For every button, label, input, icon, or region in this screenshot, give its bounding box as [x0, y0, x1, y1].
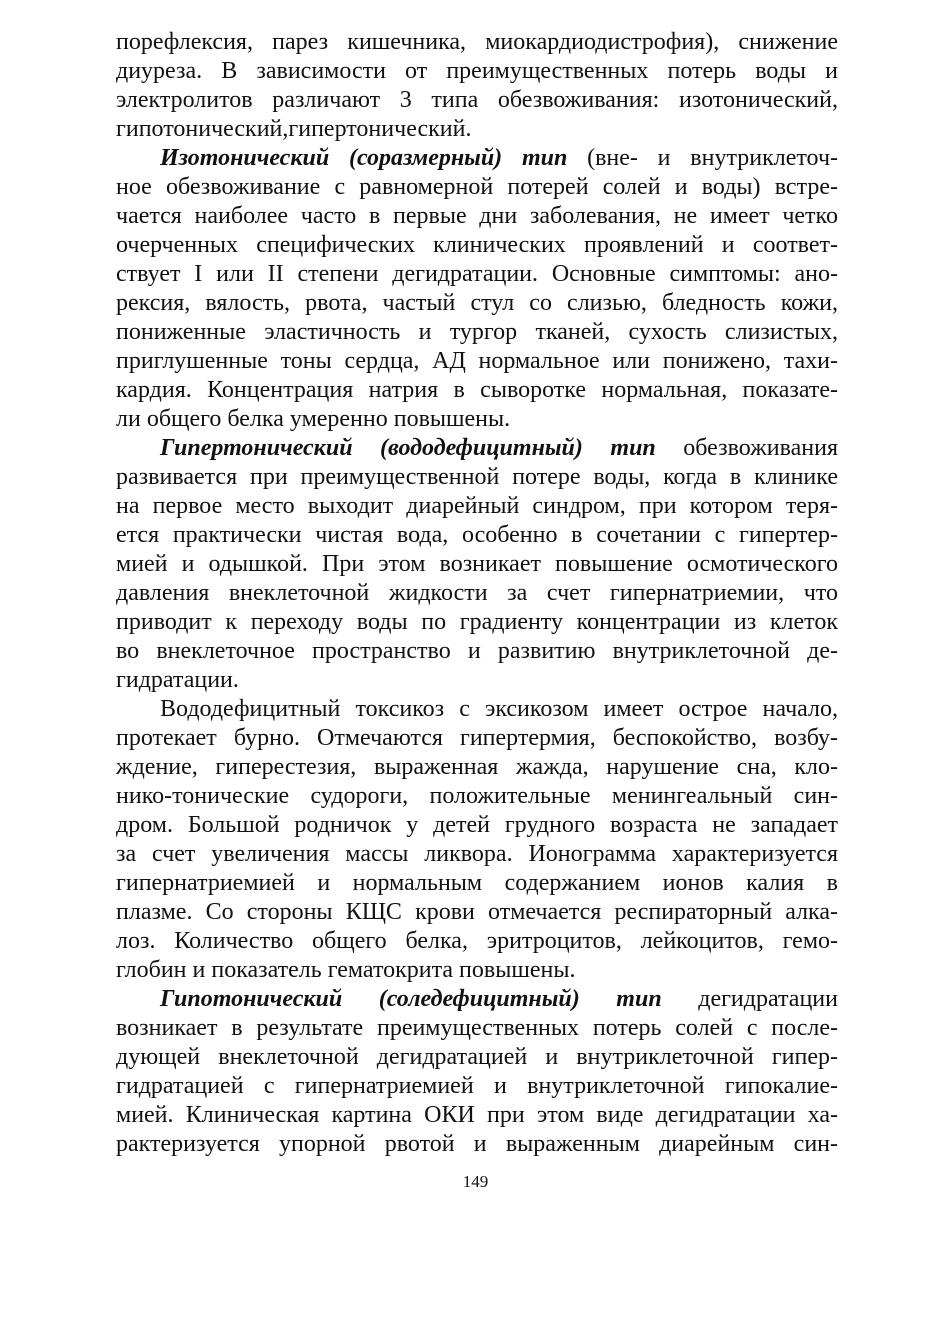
text-line: очерченных специфических клинических проявлений и соответ-: [116, 232, 838, 258]
text-line: Гипотонический (соледефицитный) тип дегидратации: [160, 986, 838, 1012]
text-line: возникает в результате преимущественных потерь солей с после-: [116, 1015, 838, 1041]
text-line: кардия. Концентрация натрия в сыворотке нормальная, показате-: [116, 377, 838, 403]
text-line: глобин и показатель гематокрита повышены.: [116, 957, 576, 983]
text-line: нико-тонические судороги, положительные менингеальный син-: [116, 783, 838, 809]
text-line: за счет увеличения массы ликвора. Ионограмма характеризуется: [116, 841, 838, 867]
section-heading-hypertonic: Гипертонический (вододефицитный) тип: [160, 435, 656, 461]
text-line: рактеризуется упорной рвотой и выраженным диарейным син-: [116, 1131, 838, 1157]
text-line: Вододефицитный токсикоз с эксикозом имеет острое начало,: [160, 696, 838, 722]
paragraph-isotonic: [116, 144, 838, 434]
text-line: Гипертонический (вододефицитный) тип обезвоживания: [160, 435, 838, 461]
text-line: протекает бурно. Отмечаются гипертермия, беспокойство, возбу-: [116, 725, 838, 751]
page-body: [116, 28, 838, 1159]
text-line: ствует I или II степени дегидратации. Основные симптомы: ано-: [116, 261, 838, 287]
text-line: электролитов различают 3 типа обезвоживания: изотонический,: [116, 87, 838, 113]
text-line: пониженные эластичность и тургор тканей, сухость слизистых,: [116, 319, 838, 345]
text-line: мией. Клиническая картина ОКИ при этом виде дегидратации ха-: [116, 1102, 838, 1128]
text-line: диуреза. В зависимости от преимущественных потерь воды и: [116, 58, 838, 84]
paragraph-water-deficit-toxicosis: [116, 695, 838, 985]
section-heading-isotonic: Изотонический (соразмерный) тип: [160, 145, 568, 171]
paragraph-hypotonic: [116, 985, 838, 1159]
text-line: гидратации.: [116, 667, 239, 693]
text-line: развивается при преимущественной потере воды, когда в клинике: [116, 464, 838, 490]
text-line: во внеклеточное пространство и развитию внутриклеточной де-: [116, 638, 838, 664]
text-line: Изотонический (соразмерный) тип (вне- и внутриклеточ-: [160, 145, 839, 171]
text-line: ждение, гиперестезия, выраженная жажда, нарушение сна, кло-: [116, 754, 838, 780]
text-line: гипернатриемией и нормальным содержанием ионов калия в: [116, 870, 838, 896]
paragraph-hypertonic: [116, 434, 838, 695]
text-line: дром. Большой родничок у детей грудного возраста не западает: [116, 812, 838, 838]
text-line: гипотонический,гипертонический.: [116, 116, 472, 142]
text-line: ли общего белка умеренно повышены.: [116, 406, 511, 432]
section-heading-hypotonic: Гипотонический (соледефицитный) тип: [160, 986, 662, 1012]
text-line: давления внеклеточной жидкости за счет гипернатриемии, что: [116, 580, 838, 606]
text-line: ется практически чистая вода, особенно в сочетании с гипертер-: [116, 522, 838, 548]
text-line: рексия, вялость, рвота, частый стул со слизью, бледность кожи,: [116, 290, 838, 316]
text-line: приводит к переходу воды по градиенту концентрации из клеток: [116, 609, 838, 635]
text-line: на первое место выходит диарейный синдром, при котором теря-: [116, 493, 838, 519]
text-line: приглушенные тоны сердца, АД нормальное или понижено, тахи-: [116, 348, 838, 374]
paragraph-1: [116, 28, 838, 144]
page-number: 149: [462, 1172, 489, 1191]
text-line: ное обезвоживание с равномерной потерей солей и воды) встре-: [116, 174, 838, 200]
text-line: чается наиболее часто в первые дни заболевания, не имеет четко: [116, 203, 838, 229]
text-line: лоз. Количество общего белка, эритроцитов, лейкоцитов, гемо-: [116, 928, 838, 954]
text-line: дующей внеклеточной дегидратацией и внутриклеточной гипер-: [116, 1044, 838, 1070]
text-line: порефлексия, парез кишечника, миокардиодистрофия), снижение: [116, 29, 838, 55]
text-line: мией и одышкой. При этом возникает повышение осмотического: [116, 551, 838, 577]
text-line: гидратацией с гипернатриемией и внутриклеточной гипокалие-: [116, 1073, 838, 1099]
text-line: плазме. Со стороны КЩС крови отмечается респираторный алка-: [116, 899, 838, 925]
